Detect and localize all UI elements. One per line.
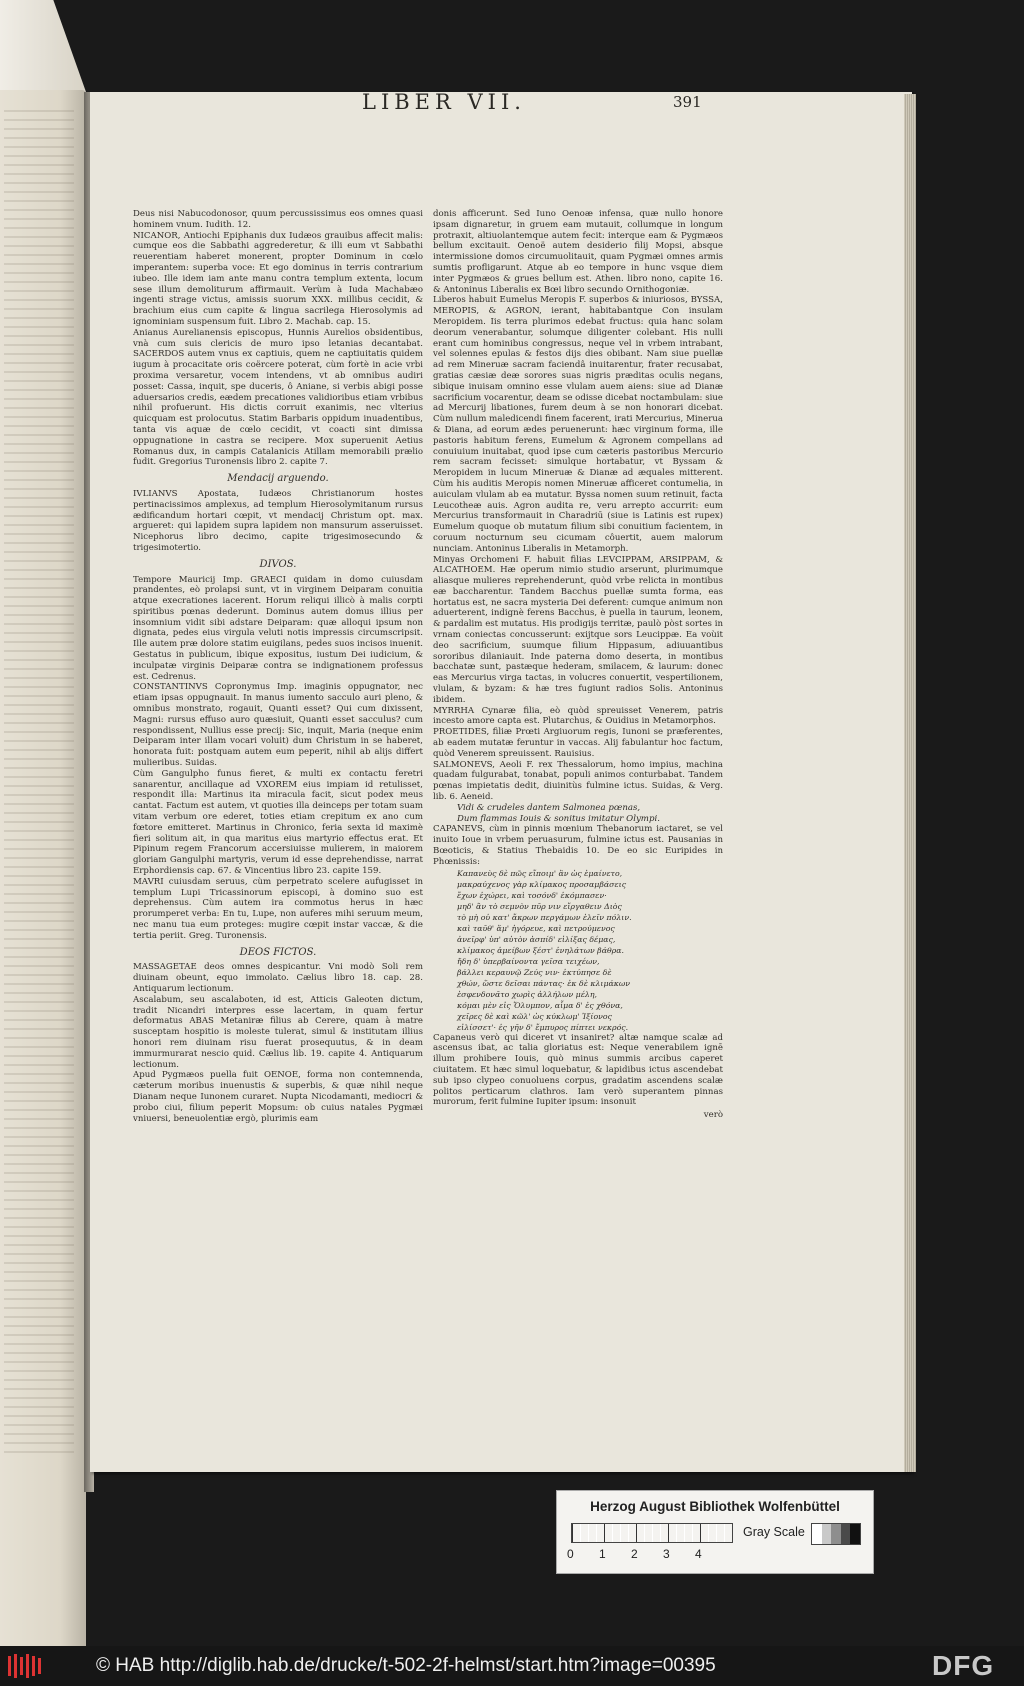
paragraph: Cùm Gangulpho funus fieret, & multi ex contactu feretri sanarentur, ancillaque ad VXOREM eius impiam id retulisset, respondit illa: Martinus ita miracula facit, sicut podex meus cantat. Factum est autem, vt quoties illa deinceps per totam suam vitam verbum ore ederet, toties etiam crepitum ex ano cum fœtore emitteret. Martinus in Chronico, feria sexta id maximè fieri solitum ait, in qua maritus eius martyrio effectus erat. Et Pipinum regem Francorum accersiuisse mulierem, in maiorem gloriam Gangulphi martyris, verum id esse deprehendisse, narrat Erphordiensis cap. 67. & Vincentius libro 23. capite 159.	[133, 768, 423, 877]
footer-bar	[0, 1646, 1024, 1686]
gray-swatch	[850, 1524, 860, 1544]
paragraph: Apud Pygmæos puella fuit OENOE, forma non contemnenda, cæterum moribus inuenustis & superbis, & quæ nihil neque Dianam neque Iunonem curaret. Nupta Nicodamanti, mediocri & probo ciui, filium peperit Mopsum: ob cuius natales Pygmæi vniuersi, beneuolentiæ ergò, plurimis eam	[133, 1070, 423, 1124]
gray-scale-label: Gray Scale	[743, 1525, 805, 1539]
library-color-card	[556, 1490, 874, 1574]
paragraph: CONSTANTINVS Copronymus Imp. imaginis oppugnator, nec etiam ipsas oppugnauit. In manus iumento sacculo auri pleno, & omnibus monstrato, rogauit, Quanti esset? Qui cum dixissent, Magni: rursus effuso auro quæsiuit, Quanti esset sacculus? cum respondissent, Nullius esse precij: Sic, inquit, Maria (neque enim Deiparam inter illam vocari voluit) dum Christum in se haberet, honorata fuit: postquam autem eum peperit, nihil ab alijs differt mulieribus. Suidas.	[133, 682, 423, 769]
gray-swatch	[822, 1524, 832, 1544]
section-heading: Mendacij arguendo.	[227, 473, 329, 485]
page-stack-edge	[904, 94, 916, 1472]
section-heading: DEOS FICTOS.	[239, 946, 317, 958]
hab-logo-icon	[6, 1652, 46, 1680]
paragraph: donis afficerunt. Sed Iuno Oenoæ infensa, quæ nullo honore ipsam dignaretur, in gruem eam mutauit, collumque in longum protraxit, altiuolantemque autem fecit: interque eam & Pygmæos bellum excitauit. Oenoë autem desiderio filij Mopsi, absque intermissione domos circumuolitauit, quam Pygmæi omnes armis sumtis profligarunt. Atque ab eo tempore in hunc vsque diem inter Pygmæos & grues bellum est. Athen. libro nono, capite 16. & Antoninus Liberalis ex Bœi libro secundo Ornithogoniæ.	[433, 209, 723, 295]
scale-number: 0	[567, 1547, 574, 1561]
scale-number: 4	[695, 1547, 702, 1561]
verse-line: Vidi & crudeles dantem Salmonea pœnas,	[457, 802, 641, 813]
scale-number: 3	[663, 1547, 670, 1561]
greek-verse-line: Καπανεὺς δὲ πῶς εἴποιμ' ἂν ὡς ἐμαίνετο,	[457, 868, 623, 878]
greek-verse-line: ἤδη δ' ὑπερβαίνοντα γεῖσα τειχέων,	[457, 956, 600, 966]
greek-verse-line: κλίμακος ἀμείβων ξέστ' ἐνηλάτων βάθρα.	[457, 945, 624, 955]
page-number: 391	[673, 93, 702, 111]
previous-page-edge	[0, 90, 86, 1650]
scale-ticks	[572, 1524, 732, 1542]
greek-verse-line: μηδ' ἂν τὸ σεμνὸν πῦρ νιν εἴργαθειν Διὸς	[457, 901, 622, 911]
paragraph: NICANOR, Antiochi Epiphanis dux Iudæos grauibus affecit malis: cumque eos die Sabbathi aggrederetur, & illi eum vt Sabbathi reuerentiam haberet monerent, propter Dominum in cœlo imperantem: superba voce: Et ego dominus in terris contrarium iubeo. Ille idem iam ante manu contra templum extenta, locum sese illum demoliturum affirmauit. Verùm à Iuda Machabæo ingenti strage victus, amissis suorum XXX. millibus cecidit, & brachium eius cum capite & lingua sacrilega Hierosolymis ad ignominiam suspensum fuit. Libro 2. Machab. cap. 15.	[133, 230, 423, 327]
paragraph: Deus nisi Nabucodonosor, quum percussissimus eos omnes quasi hominem vnum. Iudith. 12.	[133, 209, 423, 230]
greek-verse-line: εἰλίσσετ'· ἐς γῆν δ' ἔμπυρος πίπτει νεκρός.	[457, 1022, 629, 1032]
book-page	[90, 92, 912, 1472]
dfg-logo: DFG	[932, 1650, 995, 1681]
gray-swatch	[841, 1524, 851, 1544]
scale-number: 2	[631, 1547, 638, 1561]
greek-verse-line: κόμαι μὲν εἰς Ὄλυμπον, αἷμα δ' ἐς χθόνα,	[457, 1000, 623, 1010]
gray-swatch	[831, 1524, 841, 1544]
paragraph: Anianus Aurelianensis episcopus, Hunnis Aurelios obsidentibus, vnà cum suis clericis de muro ipso letanias decantabat. SACERDOS autem vnus ex captiuis, quem ne captiuitatis quidem iugum à procacitate oris coërcere poterat, cùm fortè in acie vrbi proxima versaretur, vocem intendens, vt ab omnibus audiri posset: Cassa, inquit, spe duceris, ô Aniane, si verbis abigi posse aduersarios credis, eædem precationes validioribus etiam vrbibus nihil profuerunt. His dictis corruit exanimis, nec vlterius quicquam est prolocutus. Statim Barbaris oppidum inuadentibus, tanta vis aquæ de cœlo cecidit, vt coacti sint dimissa oppugnatione in castra se recipere. Mox superuenit Aetius Romanus dux, in campis Catalanicis Atillam memorabili prælio fudit. Gregorius Turonensis libro 2. capite 7.	[133, 327, 423, 468]
paragraph: Tempore Mauricij Imp. GRAECI quidam in domo cuiusdam prandentes, eò prolapsi sunt, vt in virginem Deiparam conuitia atque execrationes iacerent. Horum reliqui illicò à malis corpti spiritibus pœnas dederunt. Dominus autem domus illius per insomnium vidit sibi adstare Deiparam: quæ alloqui ipsum non dignata, pedes eius virgula veluti notis impressis circumscripsit. Ille autem præ dolore statim euigilans, pedes suos incisos inuenit. Gestatus in publicum, ibique expositus, iustum Dei iudicium, & inculpatæ virginis Deiparæ contra se indignationem professus est. Cedrenus.	[133, 574, 423, 682]
verse-line: Dum flammas Iouis & sonitus imitatur Olympi.	[457, 813, 660, 824]
paragraph: Liberos habuit Eumelus Meropis F. superbos & iniuriosos, BYSSA, MEROPIS, & AGRON, ierant, habitabantque Con insulam Meropidem. Iis terra plurimos edebat fructus: quia hanc solam deorum venerabantur, solumque diligenter colebant. His nulli erant cum hominibus congressus, neque vel in vrbem intrabant, vel solennes epulas & festos dijs dies obibant. Nam siue puellæ ad rem Mineruæ sacram faciendâ inuitarentur, frater recusabat, gratias cæsiæ deæ sorores suas nigris præditas oculis negans, sibique inuisam omnino esse vlulam auem aiens: siue ad Dianæ sacrificium vocarentur, deam se odisse dicebat noctambulam: siue ad Mercurij libationes, furem deum à se non honorari dicebat. Cùm nullum maledicendi finem facerent, irati Mercurius, Minerua & Diana, ad eorum ædes peruenerunt: hæc virginum forma, ille pastoris habitum ferens, Eumelum & Agronem compellans ad conuiuium inuitabat, quod ipse cum cæteris pastoribus Mercurio rem sacram fecisset: simulque hortabatur, vt Byssam & Meropidem in lucum Mineruæ & Dianæ ad æquales mitterent. Cùm his auditis Meropis nomen Mineruæ afficeret contumelia, in auiculam vlulam ab ea mutatur. Byssa nomen suum retinuit, facta Leucotheæ auis. Agron audita re, veru arrepto accurrit: eum Mercurius transformauit in Charadriū (siue is Latinis est rupex) Eumelum quoque ob mutatum filium sibi conuitium facientem, in coruum nocturnum seu cicumam côuertit, auem malorum nunciam. Antoninus Liberalis in Metamorph.	[433, 295, 723, 554]
running-head-title: LIBER VII.	[362, 90, 526, 114]
running-head	[90, 90, 912, 120]
scale-bar	[571, 1523, 733, 1543]
greek-verse-line: χθών, ὥστε δεῖσαι πάντας· ἐκ δὲ κλιμάκων	[457, 978, 631, 988]
right-column	[433, 209, 723, 1121]
paragraph: Minyas Orchomeni F. habuit filias LEVCIPPAM, ARSIPPAM, & ALCATHOEM. Hæ operum nimio studio arserunt, plurimumque aliasque mulieres reprehenderunt, quòd vrbe relicta in montibus eæ baccharentur. Tandem Bacchus puellæ sumta forma, eas hortatus est, ne sacra mysteria Dei deferent: cumque animum non aduerterent, indignè ferens Bacchus, è puella in taurum, leonem, & pardalim est mutatus. His prodigijs territæ, paulò pòst sortes in vrnam coniectas concusserunt: exijtque sors Leucippæ. Ea voùit deo sacrificium, suumque filium Hippasum, adiuuantibus sororibus dilaniauit. Inde paterna domo deserta, in montibus bacchatæ sunt, pastæque hederam, smilacem, & laurum: donec eas Mercurius virga tactas, in volucres conuertit, vespertilionem, vlulam, & byzam: & hæ tres fugiunt radios Solis. Antoninus ibidem.	[433, 554, 723, 705]
paragraph: Capaneus verò qui diceret vt insaniret? altæ namque scalæ ad ascensus ibat, ac talia gloriatus est: Neque venerabilem ignē illum prohibere Iouis, quò minus summis arcibus caperet ciuitatem. Et hæc simul loquebatur, & lapidibus ictus ascendebat sub ipso clypeo conuoluens corpus, gradatim ascendens scalæ politos perticarum clathros. Iam verò superantem pinnas murorum, ferit fulmine Iupiter ipsum: insonuit	[433, 1032, 723, 1108]
paragraph: CAPANEVS, cùm in pinnis mœnium Thebanorum iactaret, se vel inuito Ioue in vrbem peruasurum, fulmine ictus est. Pausanias in Bœoticis, & Statius Thebaidis 10. De eo sic Euripides in Phœnissis:	[433, 824, 723, 867]
greek-verse-line: τὸ μὴ οὐ κατ' ἄκρων περγάμων ἑλεῖν πόλιν.	[457, 912, 632, 922]
left-column	[133, 209, 423, 1124]
paragraph: PROETIDES, filiæ Prœti Argiuorum regis, Iunoni se præferentes, ab eadem mutatæ feruntur in vaccas. Alij fabulantur hoc factum, quòd Venerem spreuissent. Rauisius.	[433, 727, 723, 759]
paragraph: IVLIANVS Apostata, Iudæos Christianorum hostes pertinacissimos amplexus, ad templum Hierosolymitanum rursus ædificandum hortari cœpit, vt mendacij Christum opt. max. argueret: qui lapidem supra lapidem non mansurum asseruisset. Nicephorus libro decimo, capite trigesimosecundo & trigesimotertio.	[133, 488, 423, 553]
greek-verse-line: καὶ ταῦθ' ἅμ' ἠγόρευε, καὶ πετρούμενος	[457, 923, 615, 933]
paragraph: SALMONEVS, Aeoli F. rex Thessalorum, homo impius, machina quadam fulgurabat, tonabat, populi animos conturbabat. Tandem pœnas impietatis dedit, diuinitùs fulmine ictus. Suidas, & Verg. lib. 6. Aeneid.	[433, 759, 723, 803]
catchword: verò	[703, 1110, 723, 1121]
book-corner	[0, 0, 86, 92]
paragraph: MASSAGETAE deos omnes despicantur. Vni modò Soli rem diuinam obeunt, equo immolato. Cælius libro 18. cap. 28. Antiquarum lectionum.	[133, 962, 423, 994]
library-name: Herzog August Bibliothek Wolfenbüttel	[590, 1499, 840, 1514]
gray-scale-swatches	[811, 1523, 861, 1545]
scale-number: 1	[599, 1547, 606, 1561]
greek-verse-line: ἔχων ἐχώρει, καὶ τοσόνδ' ἐκόμπασεν·	[457, 890, 607, 900]
paragraph: Ascalabum, seu ascalaboten, id est, Atticis Galeoten dictum, tradit Nicandri interpres esse lacertam, in quam fertur deformatus ABAS Metaniræ filius ab Cerere, quam à matre susceptam hospitio is moleste tulerat, simul & institutam illius honori rem diuinam risu fuerat prosequutus, & in deam immurmurarat nescio quid. Cælius lib. 19. capite 4. Antiquarum lectionum.	[133, 994, 423, 1070]
paragraph: MAVRI cuiusdam seruus, cùm perpetrato scelere aufugisset in templum Lupi Tricassinorum episcopi, à domino suo est deprehensus. Cùm autem ira commotus herus in hæc prorumperet verba: En tu, Lupe, non auferes mihi seruum meum, nec manu tua eum proteges: mugire cœpit instar vaccæ, & die tertia periit. Greg. Turonensis.	[133, 876, 423, 941]
source-url[interactable]: © HAB http://diglib.hab.de/drucke/t-502-2f-helmst/start.htm?image=00395	[96, 1655, 716, 1676]
gray-swatch	[812, 1524, 822, 1544]
text-bleed	[4, 110, 74, 1460]
section-heading: DIVOS.	[259, 558, 297, 570]
greek-verse-line: ἐσφενδονᾶτο χωρὶς ἀλλήλων μέλη,	[457, 989, 598, 999]
greek-verse-line: χεῖρες δὲ καὶ κῶλ' ὡς κύκλωμ' Ἰξίονος	[457, 1011, 612, 1021]
greek-verse-line: βάλλει κεραυνῷ Ζεύς νιν· ἐκτύπησε δὲ	[457, 967, 612, 977]
greek-verse-line: μακραύχενος γὰρ κλίμακος προσαμβάσεις	[457, 879, 627, 889]
paragraph: MYRRHA Cynaræ filia, eò quòd spreuisset Venerem, patris incesto amore capta est. Plutarchus, & Ouidius in Metamorphos.	[433, 705, 723, 727]
greek-verse-line: ἀνεῖρφ' ὑπ' αὐτὸν ἀσπίδ' εἱλίξας δέμας,	[457, 934, 616, 944]
